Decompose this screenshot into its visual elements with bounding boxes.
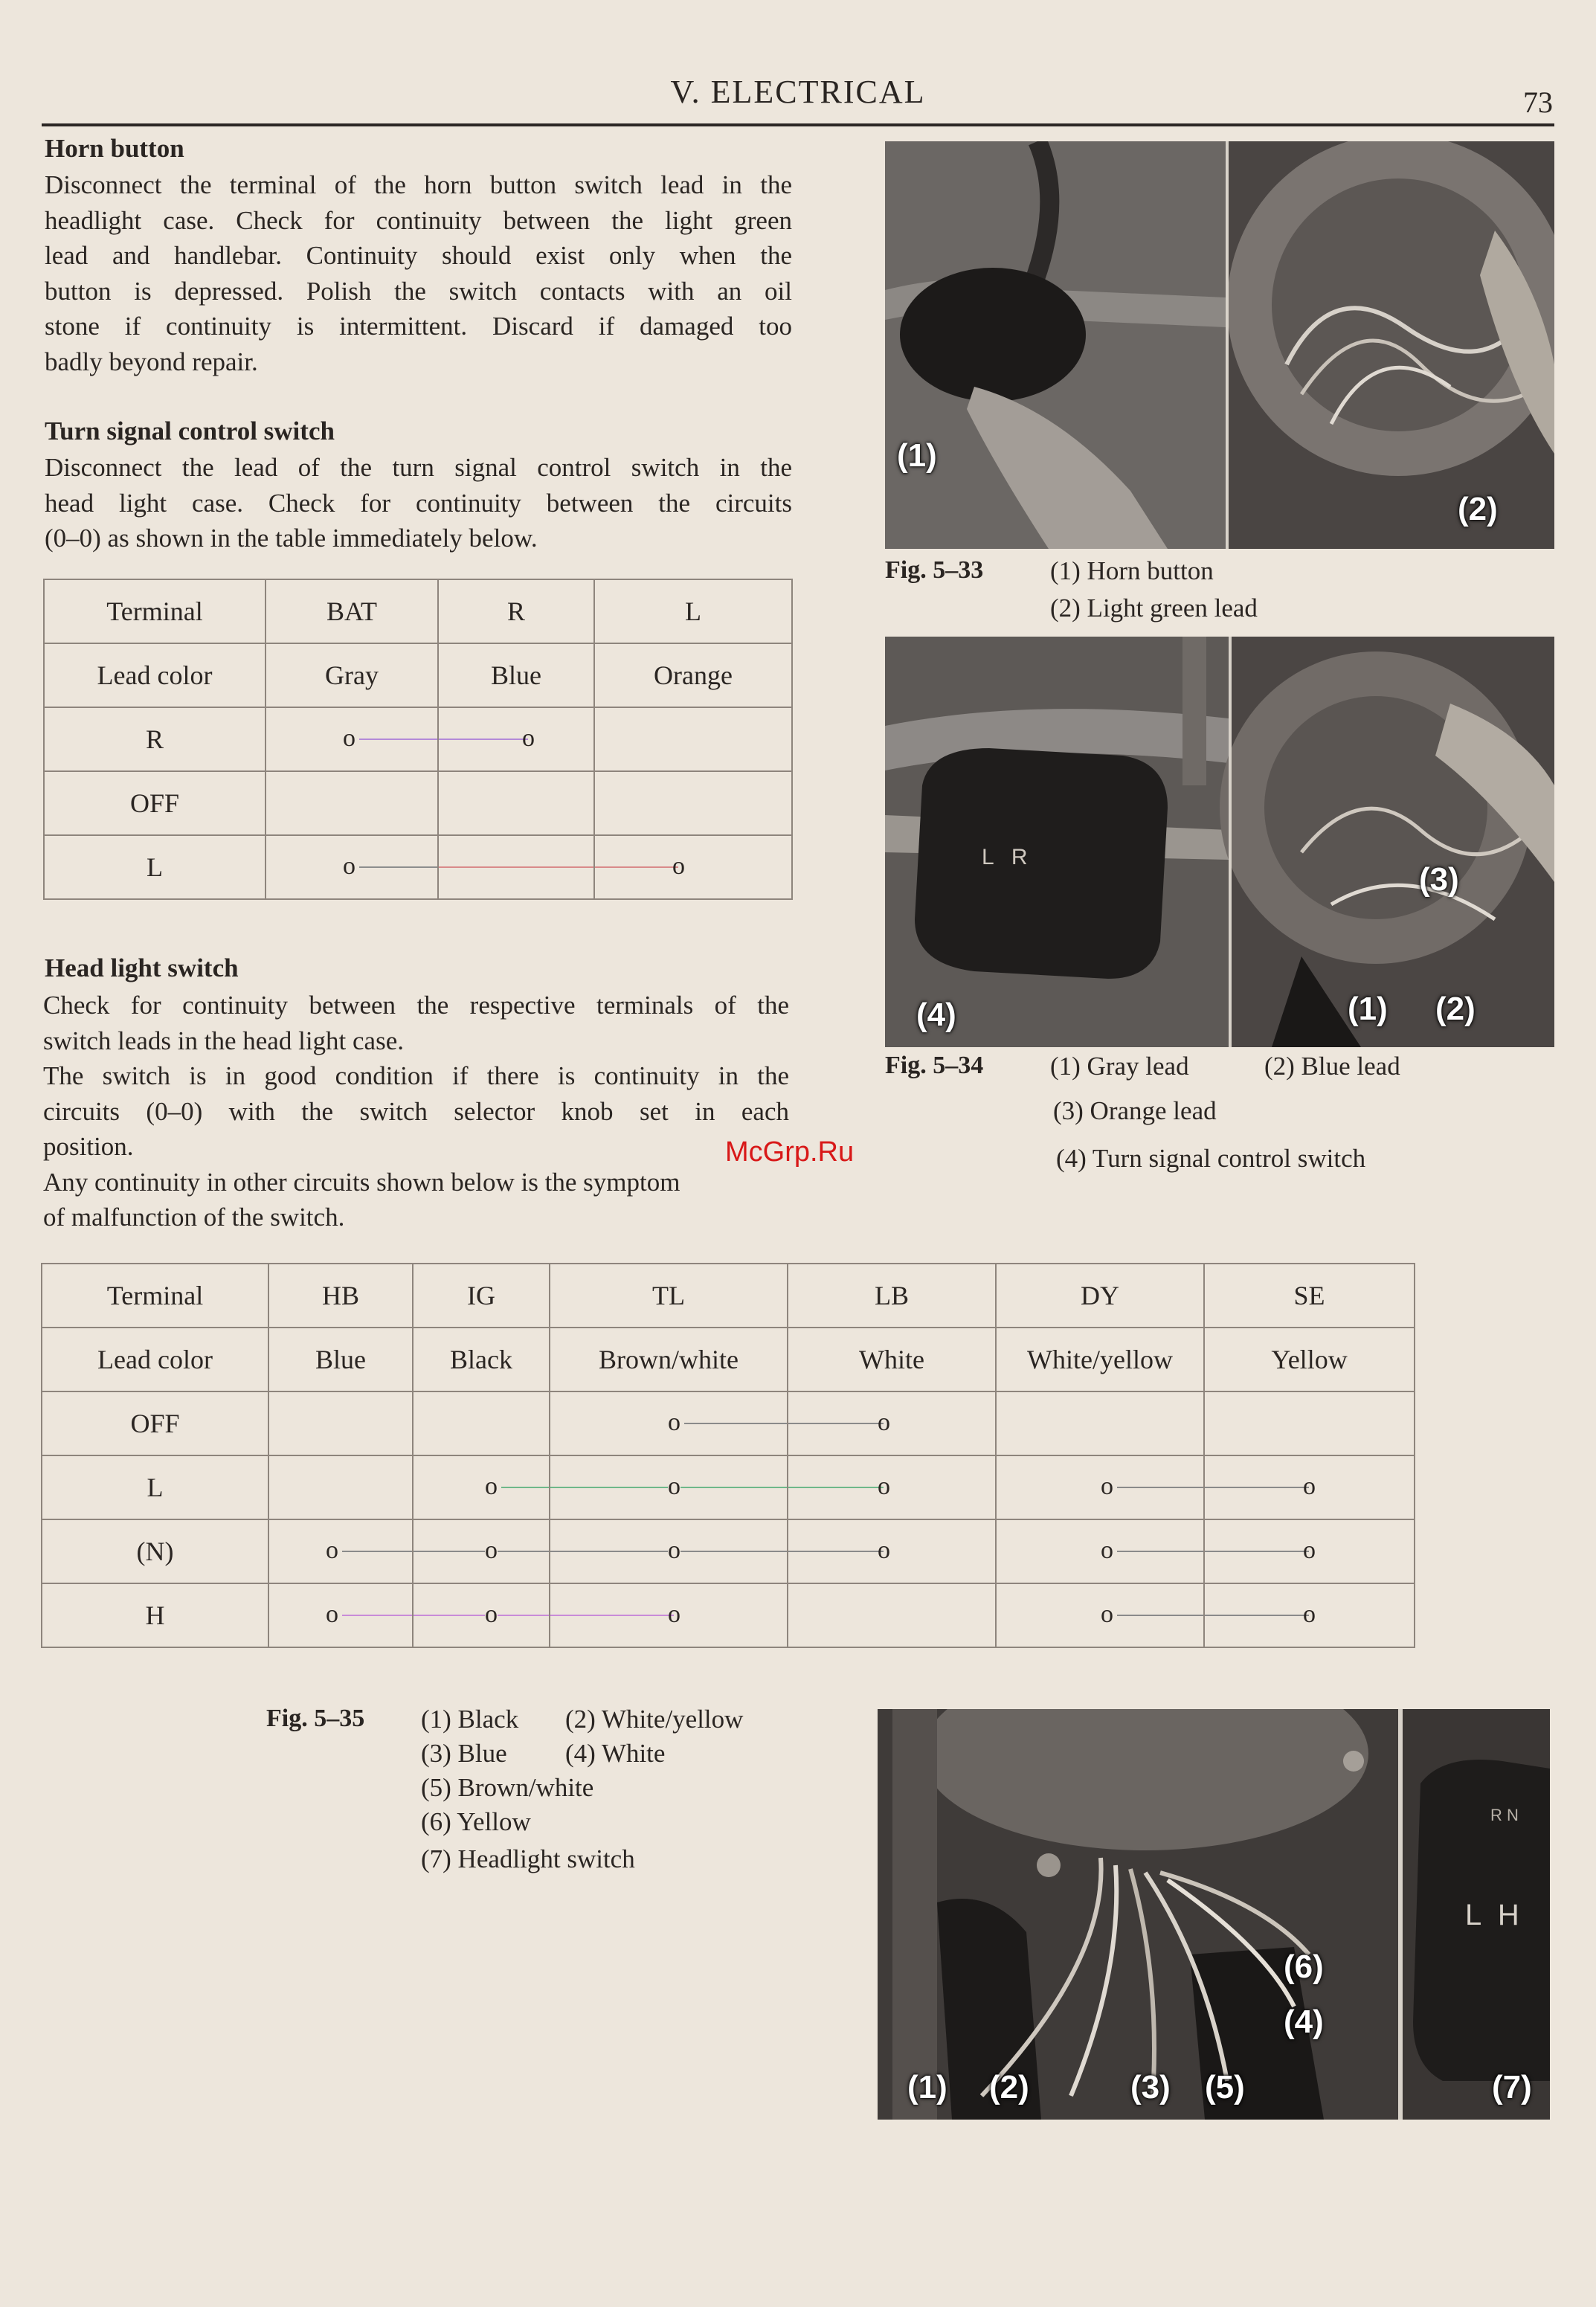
continuity-line [550,1615,674,1616]
head-light-heading: Head light switch [45,953,239,982]
table-cell [594,771,792,835]
terminal-marker: o [1303,1600,1316,1628]
table-header-cell: HB [268,1264,413,1328]
terminal-marker: o [1101,1473,1113,1500]
switch-marking-top: R N [1490,1806,1519,1824]
text-line: (0–0) as shown in the table immediately below. [45,524,538,553]
table-cell [788,1391,996,1455]
chapter-title: V. ELECTRICAL [670,74,926,110]
turn-signal-heading: Turn signal control switch [45,416,335,445]
text-line: badly beyond repair. [45,347,258,376]
table-cell: White/yellow [996,1328,1204,1391]
continuity-line [684,1423,787,1424]
continuity-line [1117,1615,1203,1616]
horn-button-text [45,167,792,379]
terminal-marker: o [1101,1600,1113,1628]
continuity-line [1205,1551,1309,1552]
callout-3: (3) [1419,861,1459,898]
table-cell: Gray [266,643,438,707]
table-row [44,643,792,707]
table-cell: Lead color [42,1328,268,1391]
terminal-marker: o [668,1600,680,1628]
table-row [44,579,792,643]
table-cell: OFF [44,771,266,835]
text-line: The switch is in good condition if there is continuity in the [43,1061,789,1090]
text-line: circuits (0–0) with the switch selector knob set in each [43,1096,789,1126]
table-row [42,1455,1415,1519]
terminal-marker: o [326,1600,338,1628]
continuity-line [501,1487,549,1488]
fig-5-35-item-3: (3) Blue [421,1739,507,1768]
table-cell [266,707,438,771]
terminal-marker: o [485,1537,498,1564]
table-cell [268,1519,413,1583]
terminal-marker: o [672,852,685,880]
table-cell [550,1519,788,1583]
table-cell: Yellow [1204,1328,1415,1391]
table-cell: (N) [42,1519,268,1583]
table-cell [788,1455,996,1519]
fig-5-34-label: Fig. 5–34 [885,1052,984,1079]
table-cell [1204,1583,1415,1647]
table-header-cell: L [594,579,792,643]
fig-5-35-item-5: (5) Brown/white [421,1773,594,1802]
fig-5-33-item-2: (2) Light green lead [1050,593,1258,622]
table-cell [413,1583,550,1647]
table-cell [266,771,438,835]
table-cell [550,1455,788,1519]
text-line: stone if continuity is intermittent. Discard if damaged too [45,312,792,341]
table-row [42,1583,1415,1647]
table-cell: Orange [594,643,792,707]
terminal-marker: o [343,852,355,880]
table-row [42,1519,1415,1583]
text-line: of malfunction of the switch. [43,1203,345,1232]
callout-1: (1) [1348,991,1388,1027]
table-cell [438,707,594,771]
terminal-marker: o [522,724,535,752]
callout-4: (4) [916,997,956,1033]
callout-2: (2) [1435,991,1476,1027]
table-cell [413,1391,550,1455]
text-line: switch leads in the head light case. [43,1026,404,1055]
text-line: head light case. Check for continuity between the circuits [45,488,792,518]
table-header-cell: Terminal [44,579,266,643]
headlight-switch-photo-illustration [878,1709,1550,2120]
table-row [42,1264,1415,1328]
fig-5-35-photo [878,1709,1550,2120]
fig-5-34-photo [885,637,1554,1047]
table-cell [996,1455,1204,1519]
fig-5-34-item-3: (3) Orange lead [1053,1096,1217,1125]
table-header-cell: DY [996,1264,1204,1328]
table-row [42,1328,1415,1391]
table-cell: OFF [42,1391,268,1455]
continuity-line [788,1487,884,1488]
terminal-marker: o [878,1537,890,1564]
continuity-line [788,1423,884,1424]
table-header-cell: R [438,579,594,643]
watermark: McGrp.Ru [725,1136,855,1168]
turn-signal-photo-illustration [885,637,1554,1047]
fig-5-35-item-4: (4) White [565,1739,666,1768]
fig-5-34-item-4: (4) Turn signal control switch [1056,1144,1366,1173]
continuity-line [1205,1487,1309,1488]
table-cell [1204,1391,1415,1455]
table-cell: Lead color [44,643,266,707]
table-cell: Black [413,1328,550,1391]
fig-5-35-item-1: (1) Black [421,1705,519,1734]
terminal-marker: o [326,1537,338,1564]
continuity-line [595,866,678,868]
table-cell: L [42,1455,268,1519]
continuity-line [359,739,437,740]
terminal-marker: o [668,1473,680,1500]
table-cell [438,771,594,835]
table-header-cell: TL [550,1264,788,1328]
text-line: Any continuity in other circuits shown below is the symptom [43,1167,680,1197]
callout-7: (7) [1492,2069,1532,2105]
continuity-line [439,866,593,868]
terminal-marker: o [668,1537,680,1564]
switch-marking: L R [982,845,1034,869]
table-cell [413,1519,550,1583]
table-cell: R [44,707,266,771]
fig-5-35-label: Fig. 5–35 [266,1705,365,1732]
table-cell [594,835,792,899]
terminal-marker: o [343,724,355,752]
continuity-line [439,739,528,740]
fig-5-33-label: Fig. 5–33 [885,556,984,584]
table-cell [268,1455,413,1519]
terminal-marker: o [878,1473,890,1500]
continuity-line [342,1551,412,1552]
fig-5-35-item-6: (6) Yellow [421,1807,531,1836]
terminal-marker: o [1101,1537,1113,1564]
table-cell [996,1519,1204,1583]
callout-1: (1) [897,437,937,474]
table-cell: Blue [268,1328,413,1391]
table-header-cell: BAT [266,579,438,643]
continuity-line [1117,1487,1203,1488]
table-cell [550,1583,788,1647]
callout-2: (2) [989,2069,1029,2105]
table-header-cell: LB [788,1264,996,1328]
callout-6: (6) [1284,1949,1324,1985]
fig-5-34-item-1: (1) Gray lead [1050,1052,1189,1081]
callout-1: (1) [907,2069,947,2105]
table-cell [1204,1455,1415,1519]
table-cell [550,1391,788,1455]
text-line: Disconnect the lead of the turn signal control switch in the [45,453,792,482]
continuity-line [414,1551,549,1552]
headlight-switch-table [41,1263,1415,1648]
table-cell: L [44,835,266,899]
table-cell [1204,1519,1415,1583]
text-line: lead and handlebar. Continuity should exist only when the [45,241,792,270]
text-line: button is depressed. Polish the switch contacts with an oil [45,276,792,306]
horn-button-heading: Horn button [45,134,184,163]
terminal-marker: o [878,1409,890,1436]
callout-5: (5) [1205,2069,1245,2105]
terminal-marker: o [485,1473,498,1500]
text-line: position. [43,1132,134,1161]
table-cell [996,1391,1204,1455]
table-row [42,1391,1415,1455]
table-header-cell: SE [1204,1264,1415,1328]
head-light-text [43,988,789,1235]
fig-5-34-item-2: (2) Blue lead [1264,1052,1400,1081]
table-cell [268,1583,413,1647]
text-line: Check for continuity between the respective terminals of the [43,991,789,1020]
table-header-cell: IG [413,1264,550,1328]
continuity-line [1117,1551,1203,1552]
continuity-line [414,1615,549,1616]
table-cell: H [42,1583,268,1647]
header-rule [42,123,1554,126]
fig-5-33-photo [885,141,1554,549]
callout-3: (3) [1130,2069,1171,2105]
table-cell [413,1455,550,1519]
turn-signal-text [45,450,792,556]
table-cell: Brown/white [550,1328,788,1391]
terminal-marker: o [1303,1537,1316,1564]
terminal-marker: o [1303,1473,1316,1500]
continuity-line [1205,1615,1309,1616]
text-line: Disconnect the terminal of the horn button switch lead in the [45,170,792,199]
table-row [44,771,792,835]
switch-marking: L H [1465,1899,1524,1931]
table-header-cell: Terminal [42,1264,268,1328]
callout-2: (2) [1458,491,1498,527]
fig-5-35-item-2: (2) White/yellow [565,1705,744,1734]
table-row [44,707,792,771]
horn-button-photo-illustration [885,141,1554,549]
text-line: headlight case. Check for continuity between the light green [45,205,792,235]
table-row [44,835,792,899]
callout-4: (4) [1284,2004,1324,2040]
table-cell [594,707,792,771]
table-cell [268,1391,413,1455]
page-number: 73 [1523,86,1553,119]
continuity-line [342,1615,412,1616]
table-cell: White [788,1328,996,1391]
fig-5-35-item-7: (7) Headlight switch [421,1844,635,1873]
terminal-marker: o [668,1409,680,1436]
table-cell [266,835,438,899]
turn-signal-table [43,579,793,900]
fig-5-33-item-1: (1) Horn button [1050,556,1214,585]
continuity-line [359,866,437,868]
table-cell [996,1583,1204,1647]
table-cell [438,835,594,899]
continuity-line [788,1551,884,1552]
table-cell [788,1519,996,1583]
terminal-marker: o [485,1600,498,1628]
table-cell [788,1583,996,1647]
table-cell: Blue [438,643,594,707]
